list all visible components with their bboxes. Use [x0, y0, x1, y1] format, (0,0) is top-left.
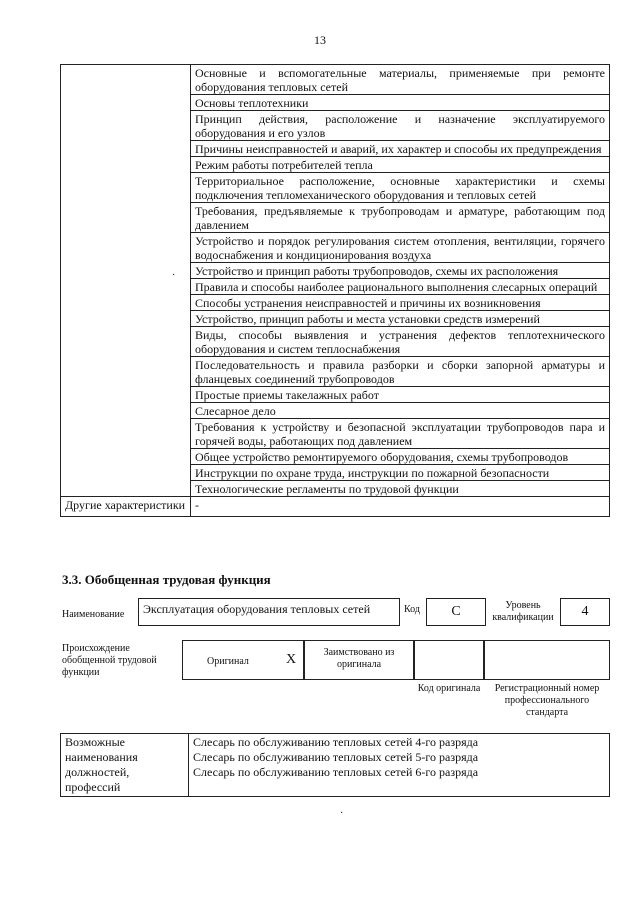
knowledge-item: Территориальное расположение, основные характеристики и схемы подключения тепломеханического оборудования и тепловых сетей — [191, 173, 610, 203]
origin-original-label: Оригинал — [207, 656, 249, 667]
other-characteristics-value: - — [191, 497, 610, 517]
knowledge-item: Общее устройство ремонтируемого оборудования, схемы трубопроводов — [191, 449, 610, 465]
knowledge-item: Принцип действия, расположение и назначение эксплуатируемого оборудования и его узлов — [191, 111, 610, 141]
function-code-label: Код — [404, 604, 420, 615]
knowledge-item: Виды, способы выявления и устранения дефектов теплотехнического оборудования и систем теплоснабжения — [191, 327, 610, 357]
knowledge-item: Основы теплотехники — [191, 95, 610, 111]
function-name-value: Эксплуатация оборудования тепловых сетей — [138, 598, 400, 626]
knowledge-item: Способы устранения неисправностей и причины их возникновения — [191, 295, 610, 311]
knowledge-item: Основные и вспомогательные материалы, применяемые при ремонте оборудования тепловых сетей — [191, 65, 610, 95]
roles-label: Возможные наименования должностей, профессий — [61, 734, 189, 797]
scan-speck: · — [340, 808, 344, 819]
knowledge-item: Инструкции по охране труда, инструкции по пожарной безопасности — [191, 465, 610, 481]
section-heading: 3.3. Обобщенная трудовая функция — [62, 572, 271, 587]
function-code-value: C — [426, 598, 486, 626]
knowledge-item: Устройство, принцип работы и места установки средств измерений — [191, 311, 610, 327]
knowledge-table — [60, 64, 610, 517]
roles-row — [61, 734, 610, 797]
other-characteristics-label: Другие характеристики — [61, 497, 191, 517]
origin-reg-number-cell — [484, 640, 610, 680]
function-name-label: Наименование — [62, 609, 125, 620]
knowledge-item: Последовательность и правила разборки и сборки запорной арматуры и фланцевых соединений трубопроводов — [191, 357, 610, 387]
knowledge-item: Правила и способы наиболее рационального выполнения слесарных операций — [191, 279, 610, 295]
knowledge-item: Простые приемы такелажных работ — [191, 387, 610, 403]
scan-speck: · — [172, 270, 176, 281]
roles-table — [60, 733, 610, 797]
knowledge-row — [61, 65, 610, 95]
knowledge-item: Требования к устройству и безопасной эксплуатации трубопроводов пара и горячей воды, работающих под давлением — [191, 419, 610, 449]
code-original-caption: Код оригинала — [417, 683, 481, 694]
roles-list — [189, 734, 610, 797]
qualification-level-value: 4 — [560, 598, 610, 626]
origin-label: Происхождение обобщенной трудовой функции — [62, 643, 157, 678]
role-item: Слесарь по обслуживанию тепловых сетей 4-го разряда — [193, 735, 479, 749]
page-number: 13 — [314, 33, 326, 47]
knowledge-item: Требования, предъявляемые к трубопроводам и арматуре, работающим под давлением — [191, 203, 610, 233]
knowledge-item: Режим работы потребителей тепла — [191, 157, 610, 173]
origin-code-cell — [414, 640, 484, 680]
origin-borrowed-label: Заимствовано из оригинала — [323, 647, 395, 670]
qualification-level-label: Уровень квалификации — [492, 600, 554, 623]
origin-original-mark: X — [286, 652, 297, 667]
knowledge-label-cell — [61, 65, 191, 497]
reg-number-caption: Регистрационный номер профессионального стандарта — [494, 683, 600, 718]
role-item: Слесарь по обслуживанию тепловых сетей 6-го разряда — [193, 765, 479, 779]
knowledge-item: Устройство и порядок регулирования систем отопления, вентиляции, горячего водоснабжения и кондиционирования воздуха — [191, 233, 610, 263]
knowledge-item: Технологические регламенты по трудовой функции — [191, 481, 610, 497]
knowledge-item: Устройство и принцип работы трубопроводов, схемы их расположения — [191, 263, 610, 279]
knowledge-item: Слесарное дело — [191, 403, 610, 419]
role-item: Слесарь по обслуживанию тепловых сетей 5-го разряда — [193, 750, 479, 764]
knowledge-item: Причины неисправностей и аварий, их характер и способы их предупреждения — [191, 141, 610, 157]
other-characteristics-row — [61, 497, 610, 517]
